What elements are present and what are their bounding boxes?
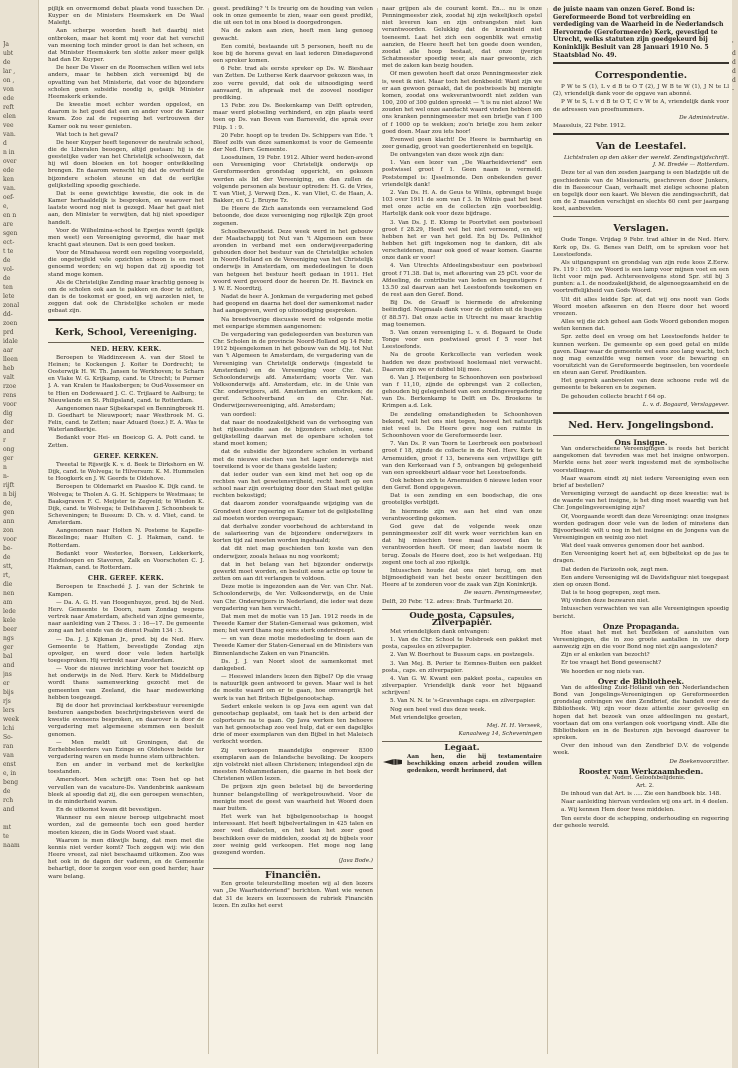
- legaat-text: Aan hen, die hij testamentaire beschikking onzen arbeid zouden willen gedenken, wordt herinnerd, dat: [407, 754, 542, 775]
- paragraph: Ook hebben zich te Arnemuiden 6 nieuwe leden voor den Geref. Bond opgegeven.: [382, 478, 542, 492]
- signature: De Boekenvoorzitter.: [669, 758, 729, 765]
- paragraph: Een comité, bestaande uit 5 personen, heeft nu de koe bij de horens gevat en laat iederen Dinsdagavond een spreker komen.: [213, 43, 373, 65]
- signature: L. v. d. Bogaard, Verslaggever.: [642, 401, 729, 408]
- subheading-chr-geref-kerk: CHR. GEREF. KERK.: [87, 575, 165, 583]
- rooster-article: Art. 2.: [636, 782, 654, 789]
- paragraph: Het werk van het bijbelgenootschap is hoogst interessant. Het heeft bijbelvertalingen in 425 talen en zeer veel dialecten, en het kan het zeer goed beschikken over de middelen, zoodat zij de bijbels voor zeer weinig geld verkoopen. Het moge nog lang gezegend worden.: [213, 814, 373, 856]
- section-heading-jongelingsbond: Ned. Herv. Jongelingsbond.: [568, 419, 714, 431]
- paragraph: Intusschen houde dat ons niet terug, om met blijmoedigheid van het beste onzer bezittingen den Heere af te zonderen voor de zaak van Zijn Koninkrijk.: [382, 567, 542, 589]
- subheading-geref-kerken: GEREF. KERKEN.: [93, 452, 159, 460]
- paragraph: dat daarom zonder voorafgaande wijziging van de Grondwet door regeering en Kamer tot de gelijkstelling zal moeten worden overgegaan;: [213, 501, 373, 522]
- paragraph: Na de zaken aan zien, heeft men lang genoeg gewacht.: [213, 28, 373, 42]
- paragraph: Schoolbewustheid. Deze week werd in het gebouw der Maatschappij tot Nut van 't Algemeen een twee avonden in verband met een onderwijsvergadering gehouden door het bestuur van de Christelijke scholen in Noord-Holland en de Vereeniging van het Christelijk onderwijs in Amsterdam, om mededeelingen te doen van hetgeen het bestuur heeft gedaan in 1911. Het woord werd gevoerd door de heeren Dr. H. Bavinck en J. W. E. Noordtzij.: [213, 228, 373, 292]
- paragraph: Ds. J. J. van Noort sloot de samenkomst met dankgebed.: [213, 658, 373, 672]
- subheading-ons-insigne: Ons Insigne.: [614, 437, 668, 447]
- paragraph: Vereeniging verzegt de aandacht op deze kwestie: wat is de waarde van het insigne, is het ding moet waardig van het Chr. Jongelingsvereeniging zijn?: [553, 491, 729, 512]
- divider: [213, 868, 373, 869]
- paragraph: Of men gewoten heeft dat onze Penningmeester ziek is, weet ik niet. Maar toch het denkbeeld: Want zijn we er aan gewoon geraakt, dat de postwissels bij menigte komen, zoodat ons wekverantwoordt niet zelden van 100, 200 of 300 gulden spreekt — 't is nu niet alzoo! We zouden het wel onze aandacht waard vinden hebben om ons kranken penningmeester met een briefje van f 100 of f 1000 op te wekken; zoo'n briefje zou hem zeker goed doen. Maar zou iets hoor!: [382, 71, 542, 135]
- paragraph: Wat toch is het geval?: [56, 131, 119, 138]
- rooster-part: A. Nederl. Geloofsbelijdenis.: [604, 774, 686, 781]
- divider: [553, 133, 729, 135]
- paragraph: 6. Van J. Heijenberg te Schoonhoven een postwissel van f 11,10, zijnde de opbrengst van 2 collecten, gehouden bij gelegenheid van een zendingsvergadering van Ds. Berkenkamp te Delft en Ds. Broekens te Krimpen a.d. Lek.: [382, 374, 542, 410]
- paragraph: — Da. J. J. Kijkman Jr., pred. bij de Ned. Herv. Gemeente te Hattem, bevestigde Zondag zijn opvolger, en werd door vele leden hartelijk toegesproken. Hij vertrekt naar Amsterdam.: [48, 636, 204, 664]
- paragraph: Amersfoort. Men schrijft ons: Toen het op het vervullen van de vacature-Ds. Vandenbrink aankwam bleek al spoedig dat zij, die een geroepen wenschten, in de minderheid waren.: [48, 777, 204, 805]
- pointing-hand-icon: [382, 754, 404, 770]
- paragraph: 20 Febr. hoopt op te treden Ds. Schippers van Ede. 't Bleef zelfs van deze samenkomst is voor de Gemeente der Ned. Herv. Gemeente.: [213, 132, 373, 153]
- paragraph: Uit dit alles leidde Spr. af, dat wij ons nooit van Gods Woord moeten afkeeren en den Heere door het woord vreezen.: [553, 296, 729, 317]
- book-reference: Lichtstralen op den akker der wereld. Zendingstijdschrift. J. M. Bredée — Rotterdam.: [563, 155, 729, 169]
- section-heading-correspondentie: Correspondentie.: [594, 70, 688, 82]
- paragraph: Dat men met de motie van 15 Jan. 1912 reeds in de Tweede Kamer der Staten-Generaal was gekomen, wist men; het werd thans nog eens sterk onderstreept.: [213, 613, 373, 635]
- divider: [382, 609, 542, 610]
- signature: De waarn. Penningmeester,: [463, 590, 542, 597]
- paragraph: 1. Van de Chr. School te Polsbroek een pakket met posta, capsules en zilverpapier.: [382, 637, 542, 651]
- paragraph: Ten eerste door de schepping, onderhouding en regeering der geheele wereld.: [553, 815, 729, 829]
- paragraph: 2. Van W. Boerhout te Bussum caps. en postzegels.: [390, 652, 535, 659]
- divider: [553, 412, 729, 414]
- paragraph: dat in het belang van het bijzonder onderwijs gewerkt moet worden, en besluit eene actie op touw te zetten om aan dit verlangen te voldoen.: [213, 561, 373, 583]
- signature: Mej. H. H. Verseek,: [486, 722, 542, 729]
- signature-line: Delft, 20 Febr. '12. adres: Brab. Turfmarkt 20.: [382, 598, 514, 605]
- paragraph: Zijn er al enkelen van bezocht?: [561, 652, 650, 659]
- paragraph: 3. Van Mej. B. Perier te Eemnes-Buiten een pakket posta., caps. en zilverpapier.: [382, 660, 542, 674]
- paragraph: Dat deden de Farizeën ook, zegt men.: [561, 566, 669, 573]
- section-heading-verslagen: Verslagen.: [613, 223, 669, 235]
- column-3: [382, 6, 542, 1054]
- paragraph: P W te S, L v d B te O T, C v W te A, vriendelijk dank voor de adressen van proefnummers.: [553, 99, 729, 113]
- signature-address: Kanaalweg 14, Scheveningen: [458, 731, 542, 737]
- paragraph: Voor de Minahassa wordt een regeling voorgesteld, die ongetwijfeld vele opzichten schoon is en moet genoemd worden; en wij hopen dat zij spoedig tot stand moge komen.: [48, 250, 204, 278]
- paragraph: 6 Febr. trad als eerste spreker op Ds. W. Bieshaar van Zetten. De Lutherse Kerk daarvoor gekozen was, in zoo verre gevuld, dat ook de uitnoodiging werd aanvaard, in afspraak met de zooveel noodiger prediking.: [213, 66, 373, 101]
- paragraph: 5. Van N. N. te 's-Gravenhage caps. en zilverpapier.: [390, 698, 536, 705]
- column-rule: [377, 8, 378, 1054]
- paragraph: dat de subsidie der bijzondere scholen in verband met de nieuwe eischen van het lager onderwijs niet toereikend is voor de thans gestelde lasten;: [213, 449, 373, 470]
- paragraph: De vergadering van gedelegeerden van besturen van Chr. Scholen in de provincie Noord-Holland op 14 Febr. 1912 bijeengekomen in het gebouw van de Mij. tot Nut van 't Algemeen te Amsterdam, de vergadering van de Vereeniging van Christelijk onderwijs (ingesteld te Amsterdam) en de Vereeniging voor Chr. Nat. Schoolonderwijs afd. Amsterdam; voorts Ver. van Volksonderwijs afd. Amsterdam, etc. in de Unie van Chr. onderwijzers, afd. Amsterdam en omstreken; de geref. Schoolverband en de Chr. Nat. Onderwijzersvereeniging, afd. Amsterdam;: [213, 331, 373, 410]
- column-2: [213, 6, 373, 1054]
- paragraph: — Men meldt uit Groningen, dat de Eerhebbeleerders van Ezinge en Oldehove beide ter vergadering waren en mede hunne stem uitbrachten.: [48, 739, 204, 760]
- paragraph: Er toe vraagt het Bond gewenscht?: [561, 660, 662, 667]
- paragraph: dat derhalve zonder voorbehoud de achterstand in de salarieering van de bijzondere onderwijzers in korten tijd zal moeten worden ingehaald;: [213, 523, 373, 545]
- column-1: [48, 6, 204, 1054]
- paragraph: De prijzen zijn geen beletsel bij de bevordering hunner belangstelling of werkgetrouwheid. Voor de menigte moet de geest van waarheid het Woord doen naar buiten.: [213, 784, 373, 812]
- paragraph: Deze motie is ingezonden aan de Ver. van Chr. Nat. Schoolonderwijs, de Ver. Volksonderwijs, en de Unie van Chr. Onderwijzers in Nederland, die ieder wat deze vergadering van hen verwacht.: [213, 584, 373, 612]
- paragraph: Bedankt voor Westerlee, Borssen, Lekkerkerk, Hindeloopen en Stavoren, Zalk en Voorschoten C. J. Hakman, cand. te Rotterdam.: [48, 550, 204, 572]
- paragraph: Van onderscheidene Vereenigingen is reeds het bericht aangekomen dat tevreden was met het insigne ontworpen. Merkte eens het zeer werk ingestemd met de symbolische voorstellingen.: [553, 446, 729, 474]
- left-edge-fragments: Ja ubt de lar , on , von ede reft elen vee van. d n in over ede ken van. oef- e, en n are sgen ect- t te de vol- de ten lete zonal dd- zoen prd idale aar lleen heb valt rzoe rens voor dig der and r ong ger n n- rijft n bij de, gen ann zon voor be- de stt, rt, die nen am lede kele beer ngs ger bal and jns er bijs rjs lers week lchi So- ran van enst e, in beng de rch and mt te naam: [3, 41, 20, 849]
- paragraph: Loosduinen, 19 Febr. 1912. Alhier werd heden-avond een Vereeniging voor Christelijk onderwijs op Gereformeerden grondslag opgericht, en gekozen werden als lid der Vereeniging, en dan zullen de volgende personen als bestuur optreden: H. G. de Vries, T. van Vliet, J. Verweij Dzn., K. van Vliet, C. de Haan, A. Bakker, en C. J. Bruyne Tz.: [213, 155, 373, 205]
- paragraph: De ontvangsten van deze week zijn dan:: [390, 152, 504, 159]
- paragraph: — Heeswel inlanders lezen den Bijbel? Op die vraag is natuurlijk geen antwoord te geven. Maar wel is het de moeite waard om er te gaan, hoe omvangrijk het werk is van het Britsch Bijbelgenootschap.: [213, 674, 373, 702]
- divider: [382, 741, 542, 742]
- paragraph: Hoe staat het met het bezoeken of aansluiten van Vereenigingen, die in zoo groote aantallen in uw dorp aanwezig zijn en die voor Bond nog niet zijn aangesloten?: [553, 629, 729, 651]
- paragraph: 7. Van Ds. P. van Toorn te Leerbroek een postwissel groot f 18, zijnde de collecte in de Ned. Herv. Kerk te Arnemuiden, groot f 13, benevens een vrijwillige gift van den Kerkeraad van f 5, ontvangen bij gelegenheid van een spreekbeurt aldaar voor het Leestoefonds.: [382, 441, 542, 476]
- bond-name-notice: de juiste naam van onzen Geref. Bond is: Gereformeerde Bond tot verbreiding en verdediging van de Waarheid in de Nederlandsch Hervormde (Gereformeerde) Kerk, gevestigd te Utrecht, welks statuten zijn goedgekeurd bij Koninklijk Besluit van 28 Januari 1910 No. 5 Staatsblad No. 49.: [553, 6, 724, 59]
- paragraph: Naar aanleiding hiervan verdeelen wij ons art. in 4 deelen.: [561, 799, 729, 806]
- signature: De Administratie.: [679, 114, 729, 121]
- subheading-rooster: Rooster van Werkzaamheden.: [578, 766, 704, 776]
- paragraph: Oude Tonge. Vrijdag 9 Febr. trad alhier in de Ned. Herv. Kerk op, Ds. G. Benes van Delft, om te spreken voor het Leestoefonds.: [553, 237, 729, 258]
- paragraph: pijlijk en onvermomd debat plaats vond tusschen Dr. Kuyper en de Ministers Heemskerk en De Waal Malefijt.: [48, 6, 204, 27]
- paragraph: Na breedvoerige discussie werd de volgende motie met eenparige stemmen aangenomen:: [213, 316, 373, 330]
- section-heading-financien: Financiën.: [265, 870, 321, 882]
- paragraph: 4. Van G. W. Kwant een pakket posta., capsules en zilverpapier. Vriendelijk dank voor het bijgaand schrijven!: [382, 675, 542, 697]
- paragraph: Een en ander in verband met de kerkelijke toestanden.: [48, 762, 204, 776]
- paragraph: Een groote teleurstelling moeten wij al den lezers van „De Waarheidsvriend" berichten. Want wie wenen dat 31 de lezers en lezeressen de rubriek Financiën lezen. En zulks het eerst: [213, 881, 373, 909]
- paragraph: Een Vereeniging koert het af, een bijbeltekst op de jas te dragen.: [553, 551, 729, 565]
- paragraph: Deze ter al van den zesden jaargang is een bladzijde uit de geschiedenis van de Missionaris, geschreven door Junkers, die in Bassecour Caan, verhaalt met zielige schoone platen en tegelijk door een kaart. We bleven die zendingsschrift, dat om de 2 maanden verschijnt en slechts 60 cent per jaargang kost, aanbevelen.: [553, 170, 729, 213]
- paragraph: Met vriendelijke groeten,: [390, 714, 463, 721]
- paragraph: Nog een heel veel dus deze week.: [390, 706, 487, 713]
- paragraph: De heer Kuyper heeft tegenover de neutrale school, die de Liberalen beoogen, altijd gestaan: hij is de geestelijke vader van het Christelijk schoolwezen, dat hij wil doen bloeien en tot hooger ontwikkeling brengen. En daarom wenscht hij dat de overheid de bijzondere scholen steune en dat de eerlijke gelijkstelling spoedig geschiede.: [48, 139, 204, 189]
- paragraph: Bij de door het provinciaal kerkbestuur vereenigde besturen aangeboden beschrijvingsbrieven werd de kwestie eveneens besproken, en daarover is door de vergadering met algemeene stemmen een besluit genomen.: [48, 702, 204, 738]
- paragraph: Dat is een zending en een boodschap, die ons grootelijks verblijdt.: [382, 493, 542, 507]
- paragraph: Voor de Wilhelmina-school te Eperjes wordt (gelijk men weet) een Vereeniging gevormd, die haar met kracht gaat steunen. Dat is een goed teeken.: [48, 227, 204, 248]
- paragraph: Aan scherpe woorden heeft het daarbij niet ontbroken, maar het komt mij voor dat het verschil van meening toch minder groot is dan het scheen, en dat Minister Heemskerk ten slotte zeker meer gelijk had dan Dr. Kuyper.: [48, 28, 204, 64]
- paragraph: Van de afdeeling Zuid-Holland van den Nederlandschen Bond van Jongelings-Vereenigingen op Gereformeerden grondslag ontvingen we den Zendbrief, die handelt over de Bibliotheek. Wij zijn voor deze attentie zeer gevoelig en hopen dat het bezoek van onze afdeelingen nu gestart, voortaan dat om ons verlangen ook voortgang vindt. Alle die Bibliotheken en in de Besturen zijn bevoegd daarover te spreken.: [553, 684, 729, 742]
- paragraph: 4. Van Utrechts Afdeelingsbestuur een postwissel groot f 71.38. Dat is, met afkeuring van 25 pCt. voor de Afdeeling, de contributie van leden en begunstigers f 13.50 zal daarvan aan het Leestoefonds toekomen en de rest aan den Geref. Bond.: [382, 263, 542, 299]
- paragraph: Over den inhoud van den Zendbrief D.V. de volgende week.: [553, 743, 729, 757]
- divider: [553, 62, 729, 64]
- paragraph: Of, Voorgaande wordt dan deze Vereeniging: onze insignes worden gedragen door vele van de leden of minstens dan Bijvoorbeeld: wilt u nog in het insigne en de Jongens van de Vereenigingen en weinig zoo niet: [553, 513, 729, 541]
- paragraph: Bedankt voor Hei- en Boeicop G. A. Pott cand. te Zetten.: [48, 435, 204, 449]
- paragraph: a. Wij kennen Hem door twee middelen.: [561, 807, 675, 814]
- paragraph: P W te S (1), L v d B te O T (2), J W B te W (1), J N te Ll (2), vriendelijk dank voor de opgave van abonné.: [553, 84, 729, 98]
- subheading-onze-propaganda: Onze Propaganda.: [602, 621, 680, 631]
- paragraph: Spr. zette deel en vroeg om het Leestoefonds helder te kunnen werken. De gemeente op een goed getal en milde gaven. Daar waar de gemeente wel eens zoo lang wacht, toch nog mag eenzelfde weg nemen voor de bewaring en vooruitzicht van de Gereformeerde beginselen, ten voordeele en steun aan Geref. Predikanten.: [553, 334, 729, 377]
- paragraph: 2. Van Ds. H. A. de Geus te Wilnis, opbrengst busje 103 over 1911 de som van f 3. In Wilnis gaat het best met onze actie en de collecten zijn voorbeeldig. Hartelijk dank ook voor deze bijdrage.: [382, 189, 542, 218]
- paragraph: 5. Van onzen vereeniging L. v. d. Bogaard te Oude Tonge voor een postwissel groot f 5 voor het Leestoefonds.: [382, 329, 542, 351]
- section-heading-legaat: Legaat.: [444, 743, 480, 754]
- paragraph: De Heere de Zich aanstonds een verzamelend God betoonde, doe deze vereeniging nog rijkelijk Zijn groot zegenen.: [213, 206, 373, 227]
- paragraph: Wij vinden deze bezwaren niet.: [561, 598, 650, 605]
- paragraph: dat naar de noodzakelijkheid van de verhooging van het rijkssubsidie aan de bijzondere scholen, eene gelijkstelling daarvan met de openbare scholen tot stand moet komen;: [213, 419, 373, 448]
- paragraph: Intusschen verwachten we van alle Vereenigingen spoedig bericht.: [553, 606, 729, 620]
- paragraph: De kwestie moet echter worden opgelost, en daarom is het goed dat een en ander voor de Kamer kwam. Zoo zal de regeering het vertrouwen der Kamer ook nu weer genieten.: [48, 102, 204, 130]
- paragraph: 1. Van een lezer van „De Waarheidsvriend" een postwissel groot f 1. Geen naam is vermeld. Poststempel is: IJsselmonde. Den onbekenden gever vriendelijk dank!: [382, 160, 542, 188]
- paragraph: Alles wij die zich geheel aan Gods Woord gebonden mogen weten kennen dat.: [553, 319, 729, 333]
- subheading-bibliotheek: Over de Bibliotheek.: [597, 676, 685, 686]
- paragraph: dat dit niet mag geschieden ten koste van den onderwijzer, zooals helaas nu nog voorkomt;: [213, 546, 373, 560]
- paragraph: dat ieder ouder van een kind met het oog op de rechten van het gewetensvrijheid, recht heeft op een school naar zijn overtuiging door den Staat met gelijke rechten bekostigd;: [213, 471, 373, 500]
- paragraph: Met vriendelijken dank ontvangen:: [390, 628, 490, 635]
- divider: [48, 319, 204, 321]
- paragraph: 3. Van Ds. J. E. Klomp te Poortvliet een postwissel groot f 28.29, Heeft wel het niet vernoemd, en wij hebben het er van het geld. En bij Ds. Pellinkhof hebben het gift ingekomen nog te danken, dit als verscheidenen, maar ook goed of waar komen. Gaarne onze dank er voor!: [382, 219, 542, 262]
- section-heading-kerk-school: Kerk, School, Vereeniging.: [54, 326, 197, 338]
- paragraph: De heer De Visser en de Roomschen willen wel iets anders, maar te hebben zich vereenigd bij de opvatting van het Ministerie, dat voor de bijzondere scholen geen subsidie noodig is, gelijk Minister Heemskerk erkende.: [48, 65, 204, 100]
- divider: [553, 216, 729, 217]
- paragraph: Beroepen te Waddinxveen A. van der Stoel te Heinen; te Kockengen J. Koiter te Dordrecht; te Oosterwijk H. W. Th. Jansen te Werkhoven; te Scharn en Vlake W. G. Krijkamp, cand. te Utrecht; te Purmer J. A. van Kralen te Haaksbergen; te Oud-Vossemeer en te Hien en Dodewaard J. C. C. Trijlaard te Aalburg; te Nieuwlande en St. Philipsland, cand. te Rotterdam.: [48, 354, 204, 404]
- paragraph: — Voor de nieuwe inrichting voor het toezicht op het onderwijs in de Ned. Herv. Kerk te Middelburg wordt thans samenwerking gezocht met de gemeenten van Zeeland, die haar medewerking hebben toegezegd.: [48, 666, 204, 701]
- paragraph: Als uitgangspunt en grondslag van zijn rede koos Z.Eerw. Ps. 119 : 105: uw Woord is een lamp voor mijnen voet en een licht voor mijn pad. Achtereenvolgens stond Spr. stil bij 3 punten: a.1. de noodzakelijkheid, de algenoegzaamheid en de voortreffelijkheid van Gods Woord.: [553, 259, 729, 295]
- paragraph: Wanneer nu een nieuw beroep uitgebracht moet worden, zal de gemeente toch een goed herder moeten kiezen, die in Gods Woord vast staat.: [48, 815, 204, 836]
- paragraph: De gehouden collecte bracht f 64 op.: [561, 393, 666, 400]
- paragraph: Dat is eene gewichtige kwestie, die ook in de Kamer herhaaldelijk is besproken, en waarover het laatste woord nog niet is gezegd. Maar het gaat niet aan, den Minister te verwijten, dat hij niet spoediger handelt.: [48, 190, 204, 226]
- paragraph: van oordeel:: [221, 411, 257, 418]
- divider: [48, 342, 204, 343]
- next-page-edge: [732, 0, 738, 1068]
- dateline: Maassluis, 22 Febr. 1912.: [553, 122, 626, 129]
- paragraph: En de uitkomst kwam dit bevestigen.: [56, 807, 162, 814]
- paragraph: Evenwel geen klacht! De Heere is barmhartig en zeer genadig, groot van goedertierenheid en tegelijk.: [382, 136, 542, 150]
- paragraph: — Da. A. G. H. van Hoogenhuyze, pred. bij de Ned. Herv. Gemeente te Doorn, nam Zondag wegens vertrek naar Amsterdam, afscheid van zijne gemeente, naar aanleiding van 2 Thess. 3 : 16—17. De gemeente zong aan het einde van de dienst Psalm 134 : 3.: [48, 599, 204, 635]
- paragraph: Wat deel vaak omveres genomen door het aanbod.: [561, 543, 705, 550]
- paragraph: Na de groote Kerkcollecte van verleden week hadden we deze postwissel hoelemaal niet verwacht. Daarom zijn we er dubbel blij mee.: [382, 352, 542, 373]
- column-4: [553, 6, 729, 1054]
- paragraph: Dat is te hoog gegrepen, zegt men.: [561, 590, 661, 597]
- paragraph: In hiermede zijn we aan het eind van onze verantwoording gekomen.: [382, 508, 542, 522]
- source-credit: (Java Bode.): [338, 857, 373, 864]
- paragraph: Aangenomen naar Holten N. Posteme te Kapelle-Biezelinge; naar Hulten C. J. Hakman, cand. te Rotterdam.: [48, 528, 204, 549]
- divider: [553, 435, 729, 436]
- paragraph: Het gesprek aanbevolen van deze schoone rede wil de gemeente te bekeren en te zegenen.: [553, 378, 729, 392]
- paragraph: Een andere Vereeniging wil de Davidsfiguur niet toegepast zien op onzen Bond.: [553, 574, 729, 588]
- paragraph: Beroepen te Enschedé J. J. van der Schrink te Kampen.: [48, 584, 204, 598]
- paragraph: Tweetal te Rijswijk K. v. d. Beek te Dirkshorn en W. Dijk, cand. te Wolvega; te Hilversum: K. M. Hummelen te Hoogkerk en J. W. Geerds te Oldehove.: [48, 461, 204, 483]
- subheading-ned-herv-kerk: NED. HERV. KERK.: [90, 345, 162, 353]
- legaat-notice: [382, 754, 542, 775]
- previous-page-edge: [0, 0, 39, 1068]
- section-heading-oude-posta: Oude posta, Capsules, Zilverpapier.: [409, 610, 515, 628]
- paragraph: We hoorden er nog niets van.: [561, 668, 645, 675]
- paragraph: 13 Febr. zou Ds. Beekenkamp van Delft optreden, maar werd plotseling verhinderd, en zijn plaats werd toen op Ds. van Boven van Barneveld, die sprak over Filip. 1 : 9.: [213, 103, 373, 131]
- paragraph: Maar waarom eindt zij niet iedere Vereeniging even een brief af bestellen?: [553, 475, 729, 489]
- column-rule: [547, 8, 548, 1054]
- paragraph: Waarom is men dikwijls bang, dat men met die kennis niet verder komt? Toch zeggen wij: wie den Heere vreest, zal niet beschaamd uitkomen. Zoo was het ook in de dagen der vaderen, en de Gemeente behartigt, door te zorgen voor een goed herder, haar ware belang.: [48, 837, 204, 880]
- section-heading-leestafel: Van de Leestafel.: [595, 141, 687, 153]
- paragraph: Aangenomen naar Sijbekarspel en Benningbroek H. D. Goedhart te Nieuwpoort; naar Westbroek M. G. Felix, cand. te Zetten; naar Aduard (toez.) E. A. Was te Waterlandkerkje.: [48, 405, 204, 434]
- paragraph: — en van deze motie mededeeling te doen aan de Tweede Kamer der Staten-Generaal en de Ministers van Binnenlandsche Zaken en van Financiën.: [213, 636, 373, 657]
- paragraph: Als de Christelijke Zending maar krachtig genoeg is om de scholen ook aan te pakken en door te zetten, dan is de toekomst er goed, en wij aarzelen niet, te zeggen dat ook de Christelijke scholen er mede gebaat zijn.: [48, 279, 204, 315]
- paragraph: naar grijpen als de courant komt. En... nu is onze Penningmeester ziek, zoodat hij zijn wekelijksch opstel niet leveren kan en zijn ontvangsten niet kan verantwoorden. Gelukkig dat de krankheid niet toeneemt. Laat het zich een oogenblik wat ernstig aanzien, de Heere heeft het ten goede doen wenden, zoodat alle hoop bestaat, dat onze ijverige Schatmeester spoedig weer, als naar gewoonte, zich met de zaken kan bezig houden.: [382, 6, 542, 70]
- paragraph: Nadat de heer A. Jonkman de vergadering met gebed had geopend en daarna het doel der samenkomst nader had aangegeven, werd op uitnoodiging gesproken.: [213, 294, 373, 315]
- right-edge-fragments: ' d d d d -: [732, 41, 736, 93]
- paragraph: Sedert enkele weken is op Java een agent van dat genootschap geplaatst, om taak het is den arbeid der colporteurs na te gaan. Op Java werken ten behoeve van het genootschap zoo veel hulp, dat er een dagelijks drie of meer exemplaren van den Bijbel in het Maleisch verkocht worden.: [213, 703, 373, 746]
- paragraph: Bij Ds. de Graaff is hiermede de afrekening beëindigd. Nogmaals dank voor de gelden uit de busjes (f 88.57). Dat onze actie in Utrecht nu maar krachtig mag toenemen.: [382, 300, 542, 328]
- paragraph: De inhoud van dat Art. is ..... Zie een handboek blz. 148.: [561, 791, 721, 798]
- paragraph: Zij verkoopen maandelijks ongeveer 8300 exemplaren aan de Inlandsche bevolking. De koopers zijn volstrekt niet alleen Christenen; integendeel zijn de meesten Mohammedanen, die gaarne in het boek der Christenen willen lezen.: [213, 747, 373, 783]
- paragraph: Beroepen te Oldemarkt en Paasloo K. Dijk cand. te Wolvega; te Tholen A. G. H. Schippers te Westmaas; te Baaksgraven F. C. Meijster te Zegveld; te Wieden K. Dijk, cand. te Wolvega; te Delfshaven J. Schoonbeek te Scheveningen; te Bussum: D. Ch. v. d. Vliet, cand. te Amsterdam.: [48, 484, 204, 527]
- paragraph: geest. prediking? 't Is treurig om de houding van velen ook in onze gemeente te zien, waar een geest predikt, die uit een tot in ons bloed is doorgedrongen.: [213, 6, 373, 27]
- column-rule: [208, 8, 209, 1054]
- paragraph: God geve dat de volgende week onze penningmeester zelf dit werk weer verrichten kan en dat hij misschien twee maal zooveel dan te verantwoorden heeft. Of meer, dan laatste noem ik terug. Zooals de Heere doet, zoo is het welgedaan. Hij zegent one toch al zoo rijkelijk.: [382, 523, 542, 566]
- paragraph: De zendeling omstandigheden te Schoonhoven bekend, valt het ons niet tegen, hoewel het natuurlijk niet veel is. De Heere geve nog een ruimte in Schoonhoven voor de Gereformeerde leer.: [382, 411, 542, 440]
